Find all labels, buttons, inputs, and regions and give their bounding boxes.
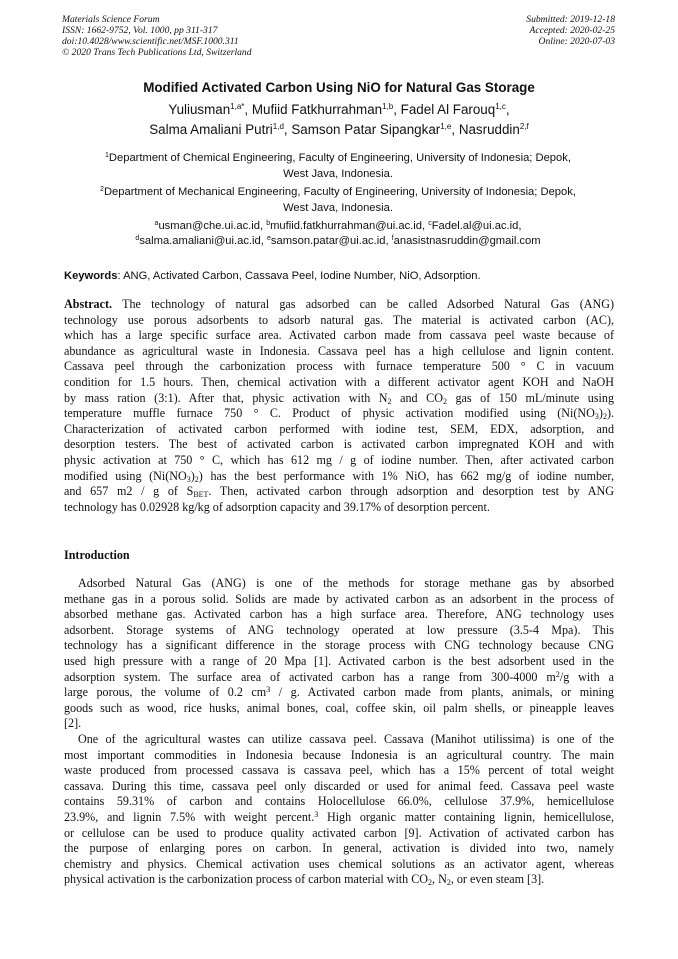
affiliation-sup: 2 bbox=[100, 186, 104, 193]
abstract-line: desorption testers. The best of activated carbon is activated carbon impregnated KOH and with bbox=[64, 437, 614, 452]
author-list bbox=[40, 100, 638, 140]
author-line-2 bbox=[40, 120, 638, 140]
abstract-line: technology has 0.02928 kg/kg of adsorption capacity and 39.17% of desorption percent. bbox=[64, 499, 490, 514]
abstract-line: temperature muffle furnace 750 ° C. Product of physic activation modified using $(Ni(NO_3)_2)$. bbox=[64, 406, 614, 422]
abstract-line: Cassava peel through the carbonization process with furnace temperature 500 ° C in vacuum bbox=[64, 359, 614, 374]
author-sup: 1,a* bbox=[230, 102, 245, 111]
author-sup: 1,d bbox=[272, 122, 284, 131]
email-link[interactable]: salma.amaliani@ui.ac.id, bbox=[139, 235, 267, 247]
abstract-line: The technology of natural gas adsorbed can be called Adsorbed Natural Gas (ANG) bbox=[112, 297, 614, 311]
intro-line: methane gas in a porous solid. Solids are made by activated carbon as an adsorbent in the process of bbox=[64, 591, 614, 606]
intro-line: 23.9%, and lignin 7.5% with weight percent.$^3$ High organic matter containing lignin, hemicellulose, bbox=[64, 809, 614, 824]
author-name: Salma Amaliani Putri bbox=[149, 122, 273, 137]
email-sup: b bbox=[266, 220, 271, 227]
author-sep: , bbox=[393, 102, 401, 117]
email-sup: d bbox=[135, 235, 140, 242]
author-sup: 1,c bbox=[495, 102, 506, 111]
abstract bbox=[64, 297, 614, 515]
abstract-line: condition for 1.5 hours. Then, chemical activation with a different activator agent KOH and NaOH bbox=[64, 374, 614, 389]
abstract-line: abundance as agricultural waste in Indonesia. Cassava peel has a high cellulose and lignin content. bbox=[64, 343, 614, 358]
author-sup: 1,b bbox=[382, 102, 394, 111]
submitted-date: Submitted: 2019-12-18 bbox=[526, 14, 615, 25]
intro-line: waste produced from processed cassava is cassava peel, which has a 15% percent of total weight bbox=[64, 763, 614, 778]
keywords bbox=[64, 270, 616, 282]
affiliation-1 bbox=[62, 150, 614, 182]
abstract-line: modified using $(Ni(NO_3)_2)$ has the best performance with 1% NiO, has 662 mg/g of iodine number, bbox=[64, 468, 614, 484]
intro-line: the purpose of enlarging pores on carbon. In general, activation is divided into two, namely bbox=[64, 841, 614, 856]
intro-line: cassava. During this time, cassava peel only discarded or used for animal feed. Cassava peel waste bbox=[64, 778, 614, 793]
author-name: Fadel Al Farouq bbox=[400, 102, 496, 117]
intro-line: adsorption system. The surface area of activated carbon has a range from 300-4000 $m^2/g$ with a bbox=[64, 669, 614, 684]
intro-line: large porous, the volume of 0.2 $cm^3$ / g. Activated carbon made from plants, animals, or mining bbox=[64, 685, 614, 700]
affiliation-2 bbox=[62, 184, 614, 216]
abstract-line: and 657 m2 / g of $S_{BET}$. Then, activated carbon through adsorption and desorption test by ANG bbox=[64, 484, 615, 500]
introduction-body bbox=[64, 576, 614, 888]
intro-line: [2]. bbox=[64, 716, 82, 731]
abstract-line: Characterization of activated carbon performed with iodine test, SEM, EDX, adsorption, and bbox=[64, 421, 614, 436]
author-sep: , bbox=[451, 122, 459, 137]
affiliation-text: West Java, Indonesia. bbox=[283, 202, 393, 214]
intro-line: technology has a significant difference in the storage process with CNG technology because CNG bbox=[64, 638, 614, 653]
author-sep: , bbox=[283, 122, 292, 137]
intro-line: One of the agricultural wastes can utilize cassava peel. Cassava (Manihot utilissima) is one of the bbox=[78, 731, 614, 746]
email-sup: e bbox=[266, 235, 271, 242]
affiliation-sup: 1 bbox=[105, 152, 109, 159]
intro-line: adsorbent. Storage systems of ANG technology operated at low pressure (3.5-4 Mpa). This bbox=[64, 622, 614, 637]
abstract-line: physic activation at 750 ° C, which has 612 mg / g of iodine number. Then, after activated carbon bbox=[64, 452, 614, 467]
author-name: Yuliusman bbox=[168, 102, 231, 117]
intro-line: most important commodities in Indonesia because Indonesia is an agricultural country. The main bbox=[64, 747, 614, 762]
author-line-1 bbox=[40, 100, 638, 120]
abstract-label: Abstract. bbox=[64, 297, 113, 311]
intro-line: or cellulose can be used to produce quality activated carbon [9]. Activation of activated carbon has bbox=[64, 825, 614, 840]
email-link[interactable]: mufiid.fatkhurrahman@ui.ac.id, bbox=[270, 220, 429, 232]
abstract-line: which has a large specific surface area. Activated carbon made from cassava peel waste because of bbox=[64, 328, 614, 343]
keywords-text: : ANG, Activated Carbon, Cassava Peel, Iodine Number, NiO, Adsorption. bbox=[117, 270, 481, 282]
affiliation-text: Department of Chemical Engineering, Faculty of Engineering, University of Indonesia; Depok, bbox=[108, 152, 571, 164]
keywords-label: Keywords bbox=[64, 270, 118, 282]
email-sup: a bbox=[154, 220, 159, 227]
email-link[interactable]: usman@che.ui.ac.id, bbox=[158, 220, 267, 232]
author-sep: , bbox=[244, 102, 252, 117]
intro-line: contains 59.31% of carbon and contains Holocellulose 66.0%, cellulose 37.9%, hemicellulose bbox=[64, 794, 614, 809]
author-sup: 1,e bbox=[440, 122, 452, 131]
author-sep: , bbox=[505, 102, 510, 117]
email-sup: f bbox=[391, 235, 394, 242]
accepted-date: Accepted: 2020-02-25 bbox=[529, 25, 615, 36]
online-date: Online: 2020-07-03 bbox=[538, 36, 615, 47]
affiliation-text: Department of Mechanical Engineering, Faculty of Engineering, University of Indonesia; Depok, bbox=[103, 186, 576, 198]
author-name: Nasruddin bbox=[458, 122, 520, 137]
intro-line: used high pressure with a range of 20 Mpa [1]. Activated carbon is the best adsorbent used in the bbox=[64, 653, 614, 668]
intro-line: absorbed methane gas. Activated carbon has a high surface area. Therefore, ANG technology uses bbox=[64, 607, 614, 622]
author-name: Mufiid Fatkhurrahman bbox=[251, 102, 383, 117]
issn-line: ISSN: 1662-9752, Vol. 1000, pp 311-317 bbox=[62, 25, 218, 36]
submission-dates bbox=[526, 14, 615, 47]
intro-line: goods such as wood, rice husks, animal bones, coal, coffee skin, oil palm shells, or pineapple leaves bbox=[64, 700, 614, 715]
journal-info bbox=[62, 14, 252, 58]
email-sup: c bbox=[428, 220, 432, 227]
intro-line: chemistry and physics. Chemical activation uses chemical solutions as an activator agent, whereas bbox=[64, 856, 614, 871]
abstract-line: by mass ration (3:1). After that, physic activation with $N_2$ and $CO_2$ gas of 150 mL/minute using bbox=[64, 390, 615, 406]
doi-line: doi:10.4028/www.scientific.net/MSF.1000.311 bbox=[62, 36, 239, 47]
author-sup: 2,f bbox=[519, 122, 529, 131]
intro-line: physical activation is the carbonization process of carbon material with $CO_2$, $N_2$, or even steam [3]. bbox=[64, 872, 545, 888]
copyright-line: © 2020 Trans Tech Publications Ltd, Switzerland bbox=[62, 47, 252, 58]
section-heading-introduction: Introduction bbox=[64, 548, 130, 562]
email-link[interactable]: anasistnasruddin@gmail.com bbox=[393, 235, 541, 247]
journal-name: Materials Science Forum bbox=[62, 14, 160, 25]
author-name: Samson Patar Sipangkar bbox=[291, 122, 441, 137]
email-link[interactable]: Fadel.al@ui.ac.id, bbox=[431, 220, 522, 232]
author-emails bbox=[62, 219, 614, 249]
abstract-line: technology use porous adsorbents to adsorb natural gas. The material is activated carbon (AC), bbox=[64, 312, 614, 327]
email-link[interactable]: samson.patar@ui.ac.id, bbox=[270, 235, 392, 247]
intro-line: Adsorbed Natural Gas (ANG) is one of the methods for storage methane gas by absorbed bbox=[78, 576, 614, 590]
affiliation-text: West Java, Indonesia. bbox=[283, 168, 393, 180]
paper-title: Modified Activated Carbon Using NiO for Natural Gas Storage bbox=[143, 80, 535, 95]
